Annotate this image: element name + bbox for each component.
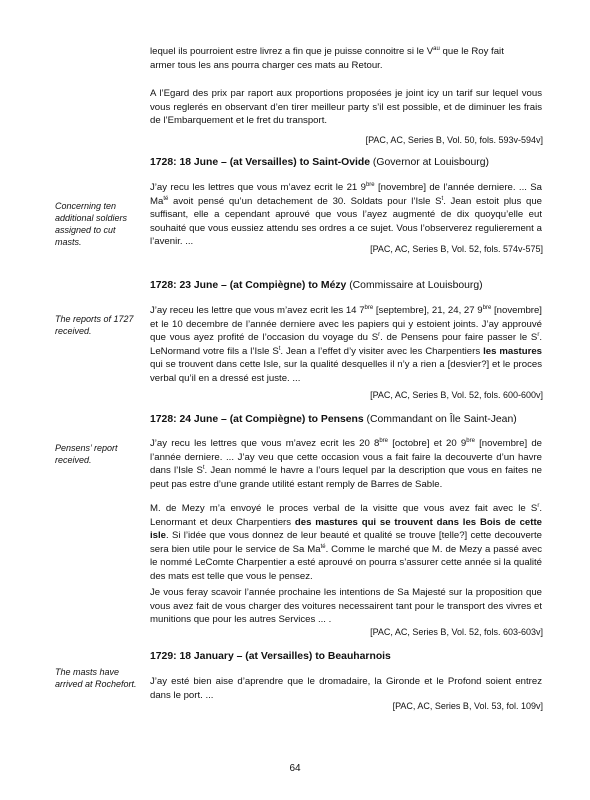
archive-reference: [PAC, AC, Series B, Vol. 52, fols. 603-603v] bbox=[370, 627, 543, 637]
margin-note: Concerning ten additional soldiers assigned to cut masts. bbox=[55, 201, 128, 247]
archive-reference: [PAC, AC, Series B, Vol. 53, fol. 109v] bbox=[392, 701, 543, 711]
text: lequel ils pourroient estre livrez a fin que je puisse connoitre si le V bbox=[150, 46, 434, 57]
paragraph-prices: A l’Egard des prix par raport aux proportions proposées je joint icy un tarif sur lequel vous vous reglerés en observant d’en tirer meilleur party s’il est possible, et de diminuer les frais de l’Embarquement et le fret du transport. bbox=[150, 88, 542, 127]
page-number: 64 bbox=[289, 763, 301, 774]
margin-note: The masts have arrived at Rochefort. bbox=[55, 667, 137, 689]
heading-note: (Governor at Louisbourg) bbox=[370, 157, 490, 168]
text: armer tous les ans pourra charger ces mats au Retour. bbox=[150, 59, 383, 71]
entry-heading: 1728: 23 June – (at Compiègne) to Mézy (Commissaire at Louisbourg) bbox=[150, 280, 483, 291]
paragraph-letter: M. de Mezy m’a envoyé le proces verbal de la visitte que vous avez fait avec le $S^r$. Lenormant et deux Charpentiers des mastures qui se trouvent dans les Bois de cette isle. Si l’idée que vous donnez de leur beauté et qualité se trouve [telle?] cette decouverte sera bien utile pour le service de Sa $Ma^{té}$. Comme le marché que M. de Mezy a passé avec le nommé LeComte Charpentier a esté aprouvé on pourra s’assurer cette année si la qualité des mats est telle que vous le pensez. bbox=[150, 503, 542, 582]
heading-date: 1728: 18 June – (at Versailles) to Saint-Ovide bbox=[150, 157, 371, 168]
paragraph-letter: J’ay esté bien aise d’aprendre que le dromadaire, la Gironde et le Profond soient entrez dans le port. ... bbox=[150, 676, 542, 701]
archive-reference: [PAC, AC, Series B, Vol. 52, fols. 574v-575] bbox=[370, 244, 543, 254]
margin-note: Pensens’ report received. bbox=[55, 443, 118, 465]
superscript: au bbox=[433, 46, 440, 52]
paragraph-letter: J’ay recu les lettres que vous m’avez ecrit les 20 $8^{bre}$ [octobre] et 20 $9^{bre}$ [novembre] de l’année derniere. ... J’ay veu que cette occasion vous a fait faire la decouverte d’un havre dans l’Isle $S^t$. Jean nommé le havre a l’ours lequel par la description que vous en faites ne peut pas estre d’une grande utilité estant remply de Barres de Sable. bbox=[150, 438, 543, 490]
archive-reference: [PAC, AC, Series B, Vol. 50, fols. 593v-594v] bbox=[365, 135, 543, 145]
entry-heading: 1729: 18 January – (at Versailles) to Beauharnois bbox=[150, 651, 391, 662]
paragraph-letter: J’ay recu les lettres que vous m’avez ecrit le 21 $9^{bre}$ [novembre] de l’année derniere. ... Sa $Ma^{té}$ avoit pensé qu’un detachement de 30. Soldats pour l’Isle $S^t$. Jean estoit plus que suffisant, elle a cependant aprouvé que vous l’ayez augmenté de dix quoyqu’elle eut souhaité que vous eussiez attendu ses ordres a ce sujet. Vous l’observerez regulierement a l’avenir. ... bbox=[150, 182, 542, 248]
paragraph-letter: Je vous feray scavoir l’année prochaine les intentions de Sa Majesté sur la proposition que vous avez fait de vous charger des voitures necessairent tant pour le transport des vivres et munitions que pour les autres Services ... . bbox=[150, 587, 542, 626]
entry-heading bbox=[150, 156, 550, 170]
margin-note: The reports of 1727 received. bbox=[55, 314, 134, 336]
archive-reference: [PAC, AC, Series B, Vol. 52, fols. 600-600v] bbox=[370, 390, 543, 400]
paragraph-intro bbox=[150, 45, 542, 72]
text: que le Roy fait bbox=[439, 46, 504, 57]
entry-heading: 1728: 24 June – (at Compiègne) to Pensens (Commandant on Île Saint-Jean) bbox=[150, 414, 517, 425]
paragraph-letter: J’ay receu les lettre que vous m’avez ecrit les 14 $7^{bre}$ [septembre], 21, 24, 27 $9^{bre}$ [novembre] et le 10 decembre de l’année derniere avec les papiers qui y estoient joints. J’ay approuvé que vous ayez profité de l’occasion du voyage du $S^r$. de Pensens pour faire passer le $S^r$. LeNormand votre fils a l’Isle $S^t$. Jean a l’effet d’y visiter avec les Charpentiers les mastures qui se trouvent dans cette Isle, sur la qualité desquelles il n’y a rien a [desvier?] et le proces verbal qu’il en a dressé est juste. ... bbox=[150, 305, 543, 384]
